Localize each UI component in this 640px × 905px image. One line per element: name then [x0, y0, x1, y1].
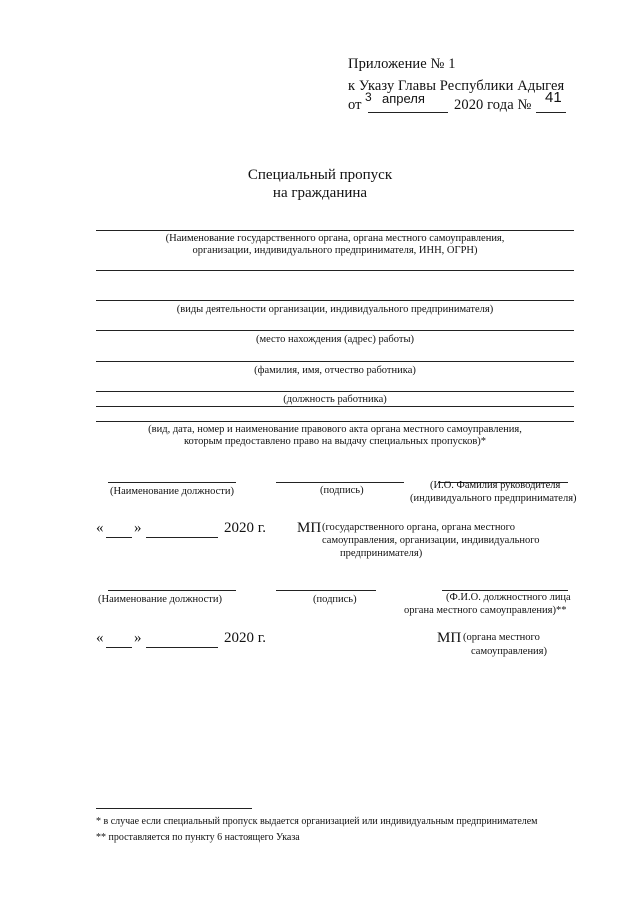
footnote-2: ** проставляется по пункту 6 настоящего Указа: [96, 832, 300, 843]
sig1-date-open: «: [96, 520, 104, 536]
sig1-date-month-line: [146, 537, 218, 538]
act-line-2: [96, 421, 574, 422]
sig2-date-month-line: [146, 647, 218, 648]
sig2-date-close: »: [134, 630, 142, 646]
sig1-position-caption: (Наименование должности): [110, 486, 234, 497]
location-line: [96, 330, 574, 331]
location-caption: (место нахождения (адрес) работы): [255, 334, 415, 345]
sig1-stamp-mp: МП: [297, 520, 322, 536]
activity-line: [96, 300, 574, 301]
sig2-stamp-mp: МП: [437, 630, 462, 646]
decree-line: к Указу Главы Республики Адыгея: [348, 78, 565, 94]
act-caption-1: (вид, дата, номер и наименование правового акта органа местного самоуправления,: [148, 424, 522, 435]
sig1-year: 2020 г.: [224, 520, 266, 536]
form-title-line1: Специальный пропуск: [247, 167, 393, 183]
act-line-1: [96, 406, 574, 407]
position-caption: (должность работника): [283, 394, 387, 405]
sig2-date-open: «: [96, 630, 104, 646]
sig2-stamp-caption-2: самоуправления): [471, 646, 548, 657]
org-name-line: [96, 230, 574, 231]
act-caption-2: которым предоставлено право на выдачу специальных пропусков)*: [183, 436, 487, 447]
org-name-line-2: [96, 270, 574, 271]
appendix-label: Приложение № 1: [348, 56, 456, 72]
form-title-line2: на гражданина: [272, 185, 368, 201]
sig1-position-line: [108, 482, 236, 483]
from-prefix: от: [348, 97, 362, 113]
sig2-official-line: [442, 590, 568, 591]
fio-line: [96, 361, 574, 362]
position-line: [96, 391, 574, 392]
sig2-stamp-caption-1: (органа местного: [463, 632, 540, 643]
sig2-position-caption: (Наименование должности): [98, 594, 222, 605]
date-month: апреля: [382, 91, 425, 106]
sig2-signature-line: [276, 590, 376, 591]
sig2-date-day-line: [106, 647, 132, 648]
number-underline: [536, 112, 566, 113]
sig2-year: 2020 г.: [224, 630, 266, 646]
org-name-caption-2: организации, индивидуального предпринимателя, ИНН, ОГРН): [192, 245, 478, 256]
sig2-official-caption-1: (Ф.И.О. должностного лица: [446, 592, 571, 603]
fio-caption: (фамилия, имя, отчество работника): [254, 365, 416, 376]
date-underline: [368, 112, 448, 113]
decree-number: 41: [545, 89, 562, 106]
date-day: 3: [365, 90, 372, 104]
year-text: 2020 года №: [454, 97, 532, 113]
sig2-signature-caption: (подпись): [313, 594, 357, 605]
org-name-caption-1: (Наименование государственного органа, органа местного самоуправления,: [165, 233, 505, 244]
sig1-head-caption-1: (И.О. Фамилия руководителя: [430, 480, 561, 491]
sig2-position-line: [108, 590, 236, 591]
footnote-1: * в случае если специальный пропуск выдается организацией или индивидуальным предпринимателем: [96, 816, 538, 827]
sig1-date-close: »: [134, 520, 142, 536]
sig1-date-day-line: [106, 537, 132, 538]
sig2-official-caption-2: органа местного самоуправления)**: [404, 605, 567, 616]
footnote-divider: [96, 808, 252, 809]
sig1-stamp-caption-3: предпринимателя): [340, 548, 423, 559]
sig1-stamp-caption-2: самоуправления, организации, индивидуального: [322, 535, 540, 546]
sig1-head-caption-2: (индивидуального предпринимателя): [410, 493, 577, 504]
sig1-signature-line: [276, 482, 404, 483]
sig1-signature-caption: (подпись): [320, 485, 364, 496]
activity-caption: (виды деятельности организации, индивидуального предпринимателя): [176, 304, 494, 315]
sig1-stamp-caption-1: (государственного органа, органа местного: [322, 522, 515, 533]
